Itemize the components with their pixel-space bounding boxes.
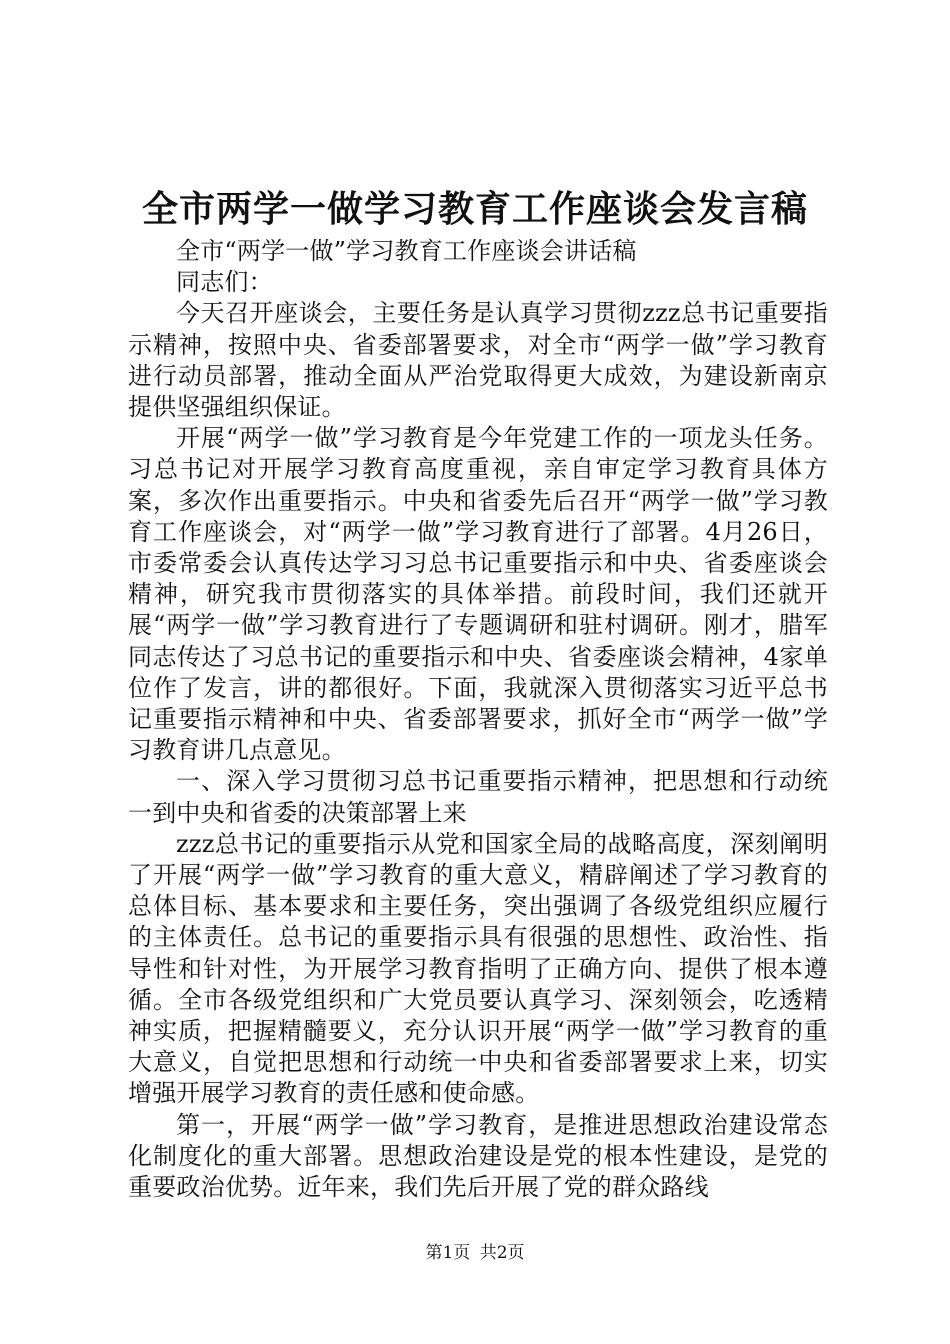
section-heading: 一、深入学习贯彻习总书记重要指示精神，把思想和行动统一到中央和省委的决策部署上来 xyxy=(128,767,828,827)
document-title: 全市两学一做学习教育工作座谈会发言稿 xyxy=(141,188,808,230)
body-paragraph: zzz总书记的重要指示从党和国家全局的战略高度，深刻阐明了开展“两学一做”学习教育的重大意义，精辟阐述了学习教育的总体目标、基本要求和主要任务，突出强调了各级党组织应履行的主体责任。总书记的重要指示具有很强的思想性、政治性、指导性和针对性，为开展学习教育指明了正确方向、提供了根本遵循。全市各级党组织和广大党员要认真学习、深刻领会，吃透精神实质，把握精髓要义，充分认识开展“两学一做”学习教育的重大意义，自觉把思想和行动统一中央和省委部署要求上来，切实增强开展学习教育的责任感和使命感。 xyxy=(128,829,828,1108)
page-number: 第1页 xyxy=(425,1243,471,1263)
body-paragraph: 今天召开座谈会，主要任务是认真学习贯彻zzz总书记重要指示精神，按照中央、省委部署要求，对全市“两学一做”学习教育进行动员部署，推动全面从严治党取得更大成效，为建设新南京提供坚强组织保证。 xyxy=(128,299,828,422)
salutation-paragraph: 同志们： xyxy=(176,268,273,297)
document-body xyxy=(128,236,828,1203)
body-paragraph: 第一，开展“两学一做”学习教育，是推进思想政治建设常态化制度化的重大部署。思想政治建设是党的根本性建设，是党的重要政治优势。近年来，我们先后开展了党的群众路线 xyxy=(128,1110,828,1202)
subtitle-paragraph: 全市“两学一做”学习教育工作座谈会讲话稿 xyxy=(176,237,637,265)
page-footer xyxy=(0,1242,950,1264)
body-paragraph: 开展“两学一做”学习教育是今年党建工作的一项龙头任务。习总书记对开展学习教育高度重视，亲自审定学习教育具体方案，多次作出重要指示。中央和省委先后召开“两学一做”学习教育工作座谈会，对“两学一做”学习教育进行了部署。4月26日，市委常委会认真传达学习习总书记重要指示和中央、省委座谈会精神，研究我市贯彻落实的具体举措。前段时间，我们还就开展“两学一做”学习教育进行了专题调研和驻村调研。刚才，腊军同志传达了习总书记的重要指示和中央、省委座谈会精神，4家单位作了发言，讲的都很好。下面，我就深入贯彻落实习近平总书记重要指示精神和中央、省委部署要求，抓好全市“两学一做”学习教育讲几点意见。 xyxy=(128,424,828,765)
total-pages: 共2页 xyxy=(479,1243,525,1263)
